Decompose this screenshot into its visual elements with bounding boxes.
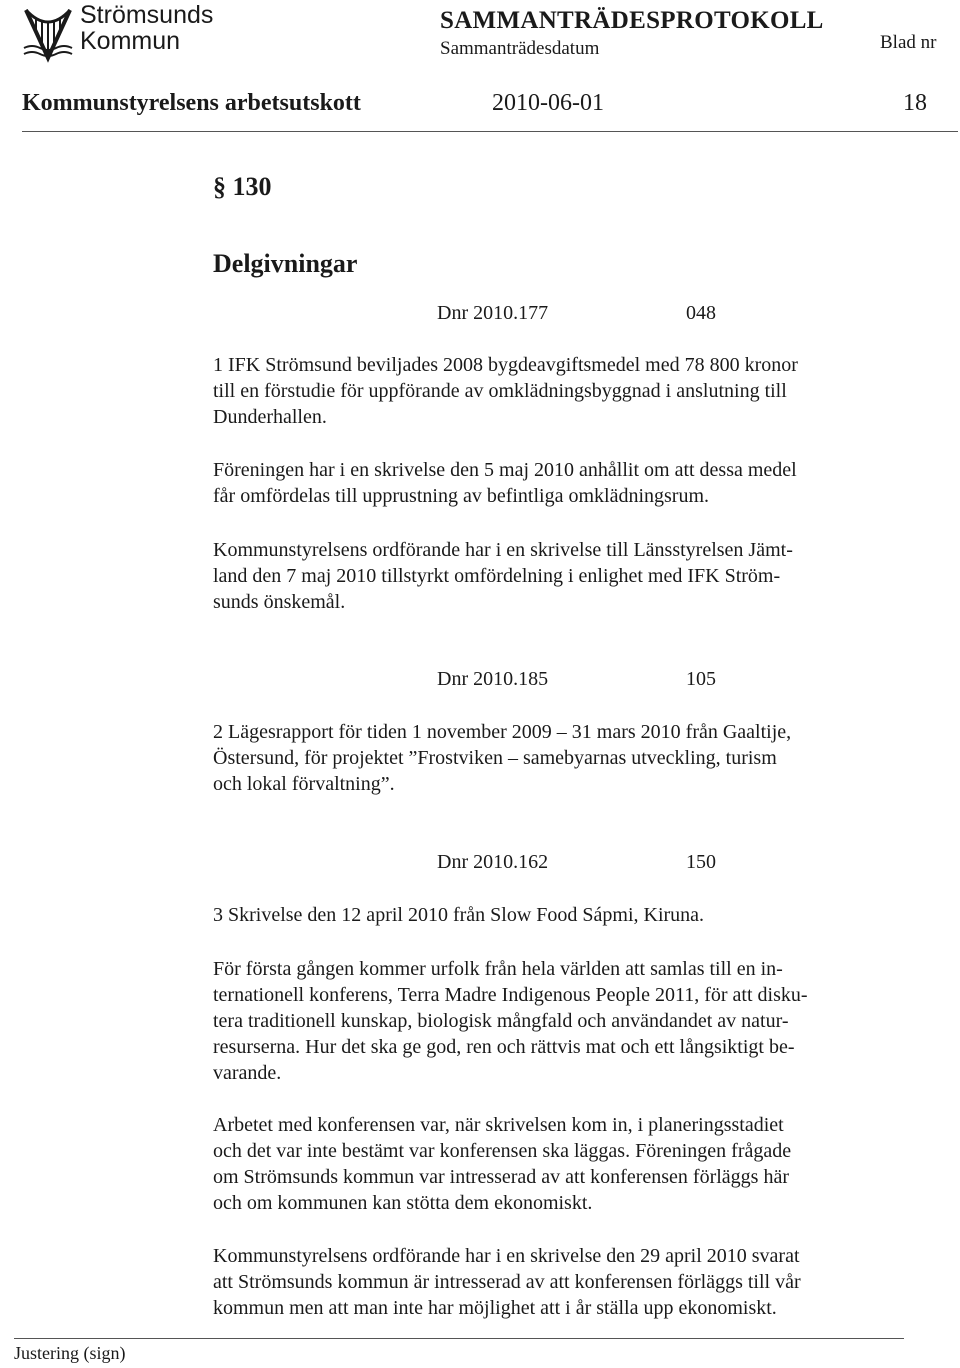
text-line: att Strömsunds kommun är intresserad av att konferensen förläggs till vår (213, 1271, 801, 1293)
text-line: 3 Skrivelse den 12 april 2010 från Slow Food Sápmi, Kiruna. (213, 904, 705, 926)
municipality-logo (22, 1, 222, 64)
text-line: och lokal förvaltning”. (213, 773, 395, 795)
text-line: till en förstudie för uppförande av omklädningsbyggnad i anslutning till (213, 380, 787, 402)
item-paragraph (213, 537, 903, 615)
section-title: Delgivningar (213, 249, 358, 278)
item-paragraph (213, 457, 903, 509)
text-line: får omfördelas till upprustning av befintliga omklädningsrum. (213, 485, 710, 507)
logo-wordmark (80, 2, 213, 54)
item-paragraph (213, 1243, 903, 1321)
text-line: 1 IFK Strömsund beviljades 2008 bygdeavgiftsmedel med 78 800 kronor (213, 354, 798, 376)
text-line: Dunderhallen. (213, 406, 327, 428)
text-line: För första gången kommer urfolk från hela världen att samlas till en in- (213, 958, 783, 980)
case-code: 105 (686, 668, 716, 690)
text-line: Kommunstyrelsens ordförande har i en skrivelse den 29 april 2010 svarat (213, 1245, 800, 1267)
page-number-label: Blad nr (880, 32, 937, 53)
text-line: Kommunstyrelsens ordförande har i en skrivelse till Länsstyrelsen Jämt- (213, 539, 793, 561)
text-line: kommun men att man inte har möjlighet att i år ställa upp ekonomiskt. (213, 1297, 777, 1319)
item-paragraph (213, 352, 903, 430)
page-number: 18 (903, 90, 927, 116)
document-title: SAMMANTRÄDESPROTOKOLL (440, 7, 824, 34)
item-paragraph (213, 902, 903, 928)
committee-name: Kommunstyrelsens arbetsutskott (22, 90, 361, 116)
case-code: 150 (686, 851, 716, 873)
meeting-date-label: Sammanträdesdatum (440, 38, 600, 59)
logo-line-1: Strömsunds (80, 1, 214, 29)
footer-divider (14, 1338, 904, 1339)
case-number: Dnr 2010.177 (437, 302, 549, 324)
item-paragraph (213, 956, 903, 1086)
text-line: och om kommunen kan stötta dem ekonomiskt. (213, 1192, 593, 1214)
case-code: 048 (686, 302, 716, 324)
signature-label: Justering (sign) (14, 1343, 126, 1363)
logo-line-2: Kommun (80, 27, 181, 55)
text-line: sunds önskemål. (213, 591, 346, 613)
case-number: Dnr 2010.185 (437, 668, 549, 690)
text-line: Östersund, för projektet ”Frostviken – samebyarnas utveckling, turism (213, 747, 777, 769)
paragraph-number: § 130 (213, 172, 272, 201)
text-line: resurserna. Hur det ska ge god, ren och rättvis mat och ett långsiktigt be- (213, 1036, 795, 1058)
text-line: land den 7 maj 2010 tillstyrkt omfördelning i enlighet med IFK Ström- (213, 565, 781, 587)
item-paragraph (213, 719, 903, 797)
text-line: ternationell konferens, Terra Madre Indigenous People 2011, för att disku- (213, 984, 808, 1006)
text-line: Arbetet med konferensen var, när skrivelsen kom in, i planeringsstadiet (213, 1114, 784, 1136)
text-line: tera traditionell kunskap, biologisk mångfald och användandet av natur- (213, 1010, 789, 1032)
header-divider (22, 131, 958, 132)
text-line: och det var inte bestämt var konferensen ska läggas. Föreningen frågade (213, 1140, 792, 1162)
item-paragraph (213, 1112, 903, 1216)
meeting-date: 2010-06-01 (492, 90, 604, 116)
text-line: Föreningen har i en skrivelse den 5 maj 2010 anhållit om att dessa medel (213, 459, 797, 481)
text-line: om Strömsunds kommun var intresserad av att konferensen förläggs här (213, 1166, 789, 1188)
case-number: Dnr 2010.162 (437, 851, 549, 873)
text-line: varande. (213, 1062, 282, 1084)
bridge-logo-icon (22, 4, 74, 64)
text-line: 2 Lägesrapport för tiden 1 november 2009 – 31 mars 2010 från Gaaltije, (213, 721, 792, 743)
